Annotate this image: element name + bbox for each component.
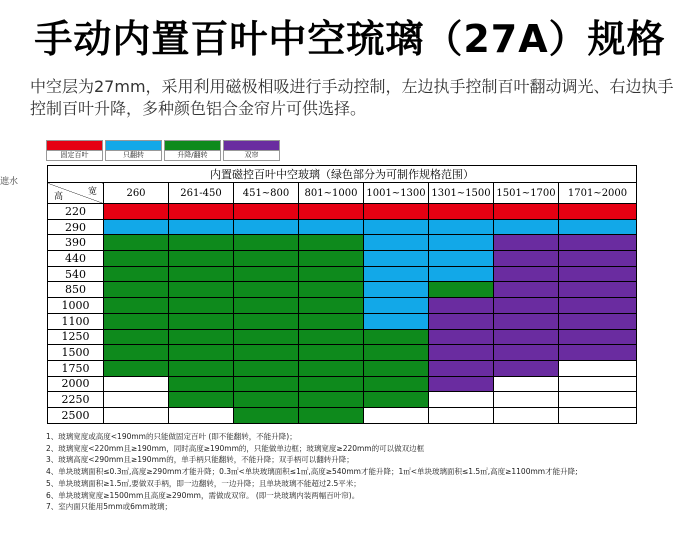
spec-cell (104, 376, 169, 392)
spec-cell (234, 345, 299, 361)
spec-cell (364, 313, 429, 329)
legend-item-tilt-only (105, 140, 164, 161)
legend-item-double (223, 140, 282, 161)
legend-label: 固定百叶 (46, 151, 103, 161)
spec-cell (494, 282, 559, 298)
spec-cell (169, 266, 234, 282)
spec-cell (169, 376, 234, 392)
spec-cell (234, 313, 299, 329)
spec-cell (559, 235, 637, 251)
spec-cell (429, 345, 494, 361)
spec-cell (169, 251, 234, 267)
spec-cell (104, 235, 169, 251)
spec-cell (559, 204, 637, 220)
spec-cell (104, 407, 169, 423)
spec-cell (364, 360, 429, 376)
spec-cell (104, 313, 169, 329)
legend-swatch (164, 140, 221, 151)
spec-cell (559, 392, 637, 408)
spec-cell (169, 345, 234, 361)
table-row (48, 204, 637, 220)
spec-cell (299, 204, 364, 220)
spec-cell (559, 251, 637, 267)
row-height-label: 290 (48, 219, 104, 235)
spec-cell (169, 329, 234, 345)
table-row (48, 266, 637, 282)
spec-cell (234, 235, 299, 251)
table-row (48, 235, 637, 251)
table-row (48, 345, 637, 361)
spec-cell (559, 282, 637, 298)
note-item: 2、玻璃宽度<220mm且≥190mm，同时高度≥190mm的，只能做单边框；玻璃宽度≥220mm的可以做双边框 (46, 443, 425, 453)
legend-item-lift-tilt (164, 140, 223, 161)
table-row (48, 251, 637, 267)
spec-cell (429, 219, 494, 235)
table-row (48, 407, 637, 423)
row-height-label: 1750 (48, 360, 104, 376)
spec-cell (234, 298, 299, 314)
spec-cell (559, 313, 637, 329)
row-height-label: 1000 (48, 298, 104, 314)
spec-cell (559, 407, 637, 423)
legend-label: 升降/翻转 (164, 151, 221, 161)
spec-cell (429, 235, 494, 251)
legend-swatch (46, 140, 103, 151)
table-row (48, 392, 637, 408)
spec-cell (169, 235, 234, 251)
note-item: 7、室内面只能用5mm或6mm玻璃； (46, 502, 173, 512)
spec-cell (169, 392, 234, 408)
column-header: 261-450 (169, 183, 234, 204)
spec-cell (104, 204, 169, 220)
row-height-label: 2250 (48, 392, 104, 408)
row-height-label: 390 (48, 235, 104, 251)
spec-cell (364, 266, 429, 282)
spec-cell (364, 204, 429, 220)
spec-cell (429, 329, 494, 345)
spec-cell (169, 313, 234, 329)
spec-cell (299, 376, 364, 392)
spec-cell (494, 235, 559, 251)
spec-cell (234, 392, 299, 408)
spec-cell (429, 313, 494, 329)
spec-cell (364, 407, 429, 423)
spec-cell (169, 282, 234, 298)
column-header: 1501~1700 (494, 183, 559, 204)
table-row (48, 360, 637, 376)
spec-cell (364, 235, 429, 251)
column-header: 451~800 (234, 183, 299, 204)
corner-width-label: 宽 (87, 187, 97, 197)
spec-cell (494, 313, 559, 329)
legend-swatch (223, 140, 280, 151)
spec-cell (494, 345, 559, 361)
column-header: 1301~1500 (429, 183, 494, 204)
spec-cell (429, 204, 494, 220)
spec-cell (299, 219, 364, 235)
spec-cell (559, 376, 637, 392)
spec-cell (494, 407, 559, 423)
legend-label: 双帘 (223, 151, 280, 161)
spec-cell (234, 329, 299, 345)
spec-cell (104, 251, 169, 267)
table-row (48, 313, 637, 329)
spec-cell (559, 360, 637, 376)
spec-cell (234, 204, 299, 220)
spec-cell (494, 219, 559, 235)
row-height-label: 2000 (48, 376, 104, 392)
spec-cell (234, 376, 299, 392)
spec-cell (234, 219, 299, 235)
spec-cell (559, 329, 637, 345)
row-height-label: 540 (48, 266, 104, 282)
spec-cell (299, 360, 364, 376)
spec-cell (494, 329, 559, 345)
notes-list (46, 431, 578, 513)
row-height-label: 1500 (48, 345, 104, 361)
table-row (48, 298, 637, 314)
spec-cell (429, 298, 494, 314)
spec-cell (104, 392, 169, 408)
spec-cell (494, 376, 559, 392)
spec-cell (429, 266, 494, 282)
spec-cell (559, 219, 637, 235)
spec-cell (299, 251, 364, 267)
spec-cell (364, 298, 429, 314)
note-item: 6、单块玻璃宽度≥1500mm且高度≥290mm，需做成双帘。 (即一块玻璃内装两幅百叶帘)。 (46, 490, 360, 500)
legend (46, 140, 282, 161)
spec-cell (559, 345, 637, 361)
spec-cell (299, 407, 364, 423)
spec-cell (364, 251, 429, 267)
spec-cell (104, 282, 169, 298)
spec-cell (364, 376, 429, 392)
spec-cell (234, 360, 299, 376)
spec-cell (234, 407, 299, 423)
note-item: 4、单块玻璃面积≤0.3㎡,高度≥290mm才能升降；0.3㎡<单块玻璃面积≤1㎡,高度≥540mm才能升降；1㎡<单块玻璃面积≤1.5㎡,高度≥1100mm才能升降; (46, 467, 578, 477)
spec-cell (299, 392, 364, 408)
spec-cell (299, 313, 364, 329)
corner-height-label: 高 (54, 192, 64, 202)
row-height-label: 440 (48, 251, 104, 267)
page-title: 手动内置百叶中空琉璃（27A）规格 (34, 17, 666, 61)
table-row (48, 376, 637, 392)
spec-cell (299, 329, 364, 345)
spec-table (47, 165, 637, 424)
spec-cell (299, 345, 364, 361)
spec-cell (169, 204, 234, 220)
spec-cell (104, 329, 169, 345)
legend-swatch (105, 140, 162, 151)
table-row (48, 282, 637, 298)
spec-cell (364, 219, 429, 235)
legend-item-fixed (46, 140, 105, 161)
spec-cell (494, 266, 559, 282)
spec-cell (234, 282, 299, 298)
side-fragment-text: 遮水 (0, 177, 19, 187)
table-caption: 内置磁控百叶中空玻璃（绿色部分为可制作规格范围） (48, 166, 637, 183)
spec-cell (429, 392, 494, 408)
legend-label: 只翻转 (105, 151, 162, 161)
spec-cell (429, 360, 494, 376)
spec-cell (364, 345, 429, 361)
spec-cell (559, 298, 637, 314)
table-row (48, 329, 637, 345)
spec-cell (299, 266, 364, 282)
spec-cell (559, 266, 637, 282)
spec-cell (494, 204, 559, 220)
spec-cell (364, 282, 429, 298)
spec-cell (169, 219, 234, 235)
spec-cell (494, 251, 559, 267)
spec-cell (234, 266, 299, 282)
note-item: 3、玻璃高度<290mm且≥190mm的，单手柄只能翻转，不能升降；双手柄可以翻转升降； (46, 455, 354, 465)
spec-cell (169, 298, 234, 314)
table-row (48, 219, 637, 235)
spec-cell (104, 219, 169, 235)
column-header: 260 (104, 183, 169, 204)
spec-cell (429, 376, 494, 392)
spec-cell (169, 407, 234, 423)
note-item: 5、单块玻璃面积≥1.5㎡,要做双手柄，即一边翻转，一边升降；且单块玻璃不能超过2.5平米； (46, 478, 361, 488)
spec-cell (429, 282, 494, 298)
intro-text: 中空层为27mm，采用利用磁极相吸进行手动控制，左边执手控制百叶翻动调光、右边执手控制百叶升降，多种颜色铝合金帘片可供选择。 (30, 77, 674, 118)
spec-cell (104, 360, 169, 376)
row-height-label: 850 (48, 282, 104, 298)
spec-cell (104, 298, 169, 314)
spec-cell (494, 360, 559, 376)
spec-cell (234, 251, 299, 267)
spec-cell (429, 407, 494, 423)
spec-cell (494, 392, 559, 408)
spec-cell (299, 298, 364, 314)
spec-cell (494, 298, 559, 314)
spec-cell (364, 329, 429, 345)
spec-cell (104, 266, 169, 282)
row-height-label: 220 (48, 204, 104, 220)
column-header: 1701~2000 (559, 183, 637, 204)
row-height-label: 1100 (48, 313, 104, 329)
table-corner (48, 183, 104, 204)
spec-cell (299, 282, 364, 298)
row-height-label: 1250 (48, 329, 104, 345)
spec-cell (429, 251, 494, 267)
column-header: 1001~1300 (364, 183, 429, 204)
column-header: 801~1000 (299, 183, 364, 204)
spec-cell (104, 345, 169, 361)
note-item: 1、玻璃宽度或高度<190mm的只能做固定百叶 (即不能翻转，不能升降)； (46, 432, 297, 441)
spec-cell (169, 360, 234, 376)
row-height-label: 2500 (48, 407, 104, 423)
spec-cell (299, 235, 364, 251)
spec-cell (364, 392, 429, 408)
